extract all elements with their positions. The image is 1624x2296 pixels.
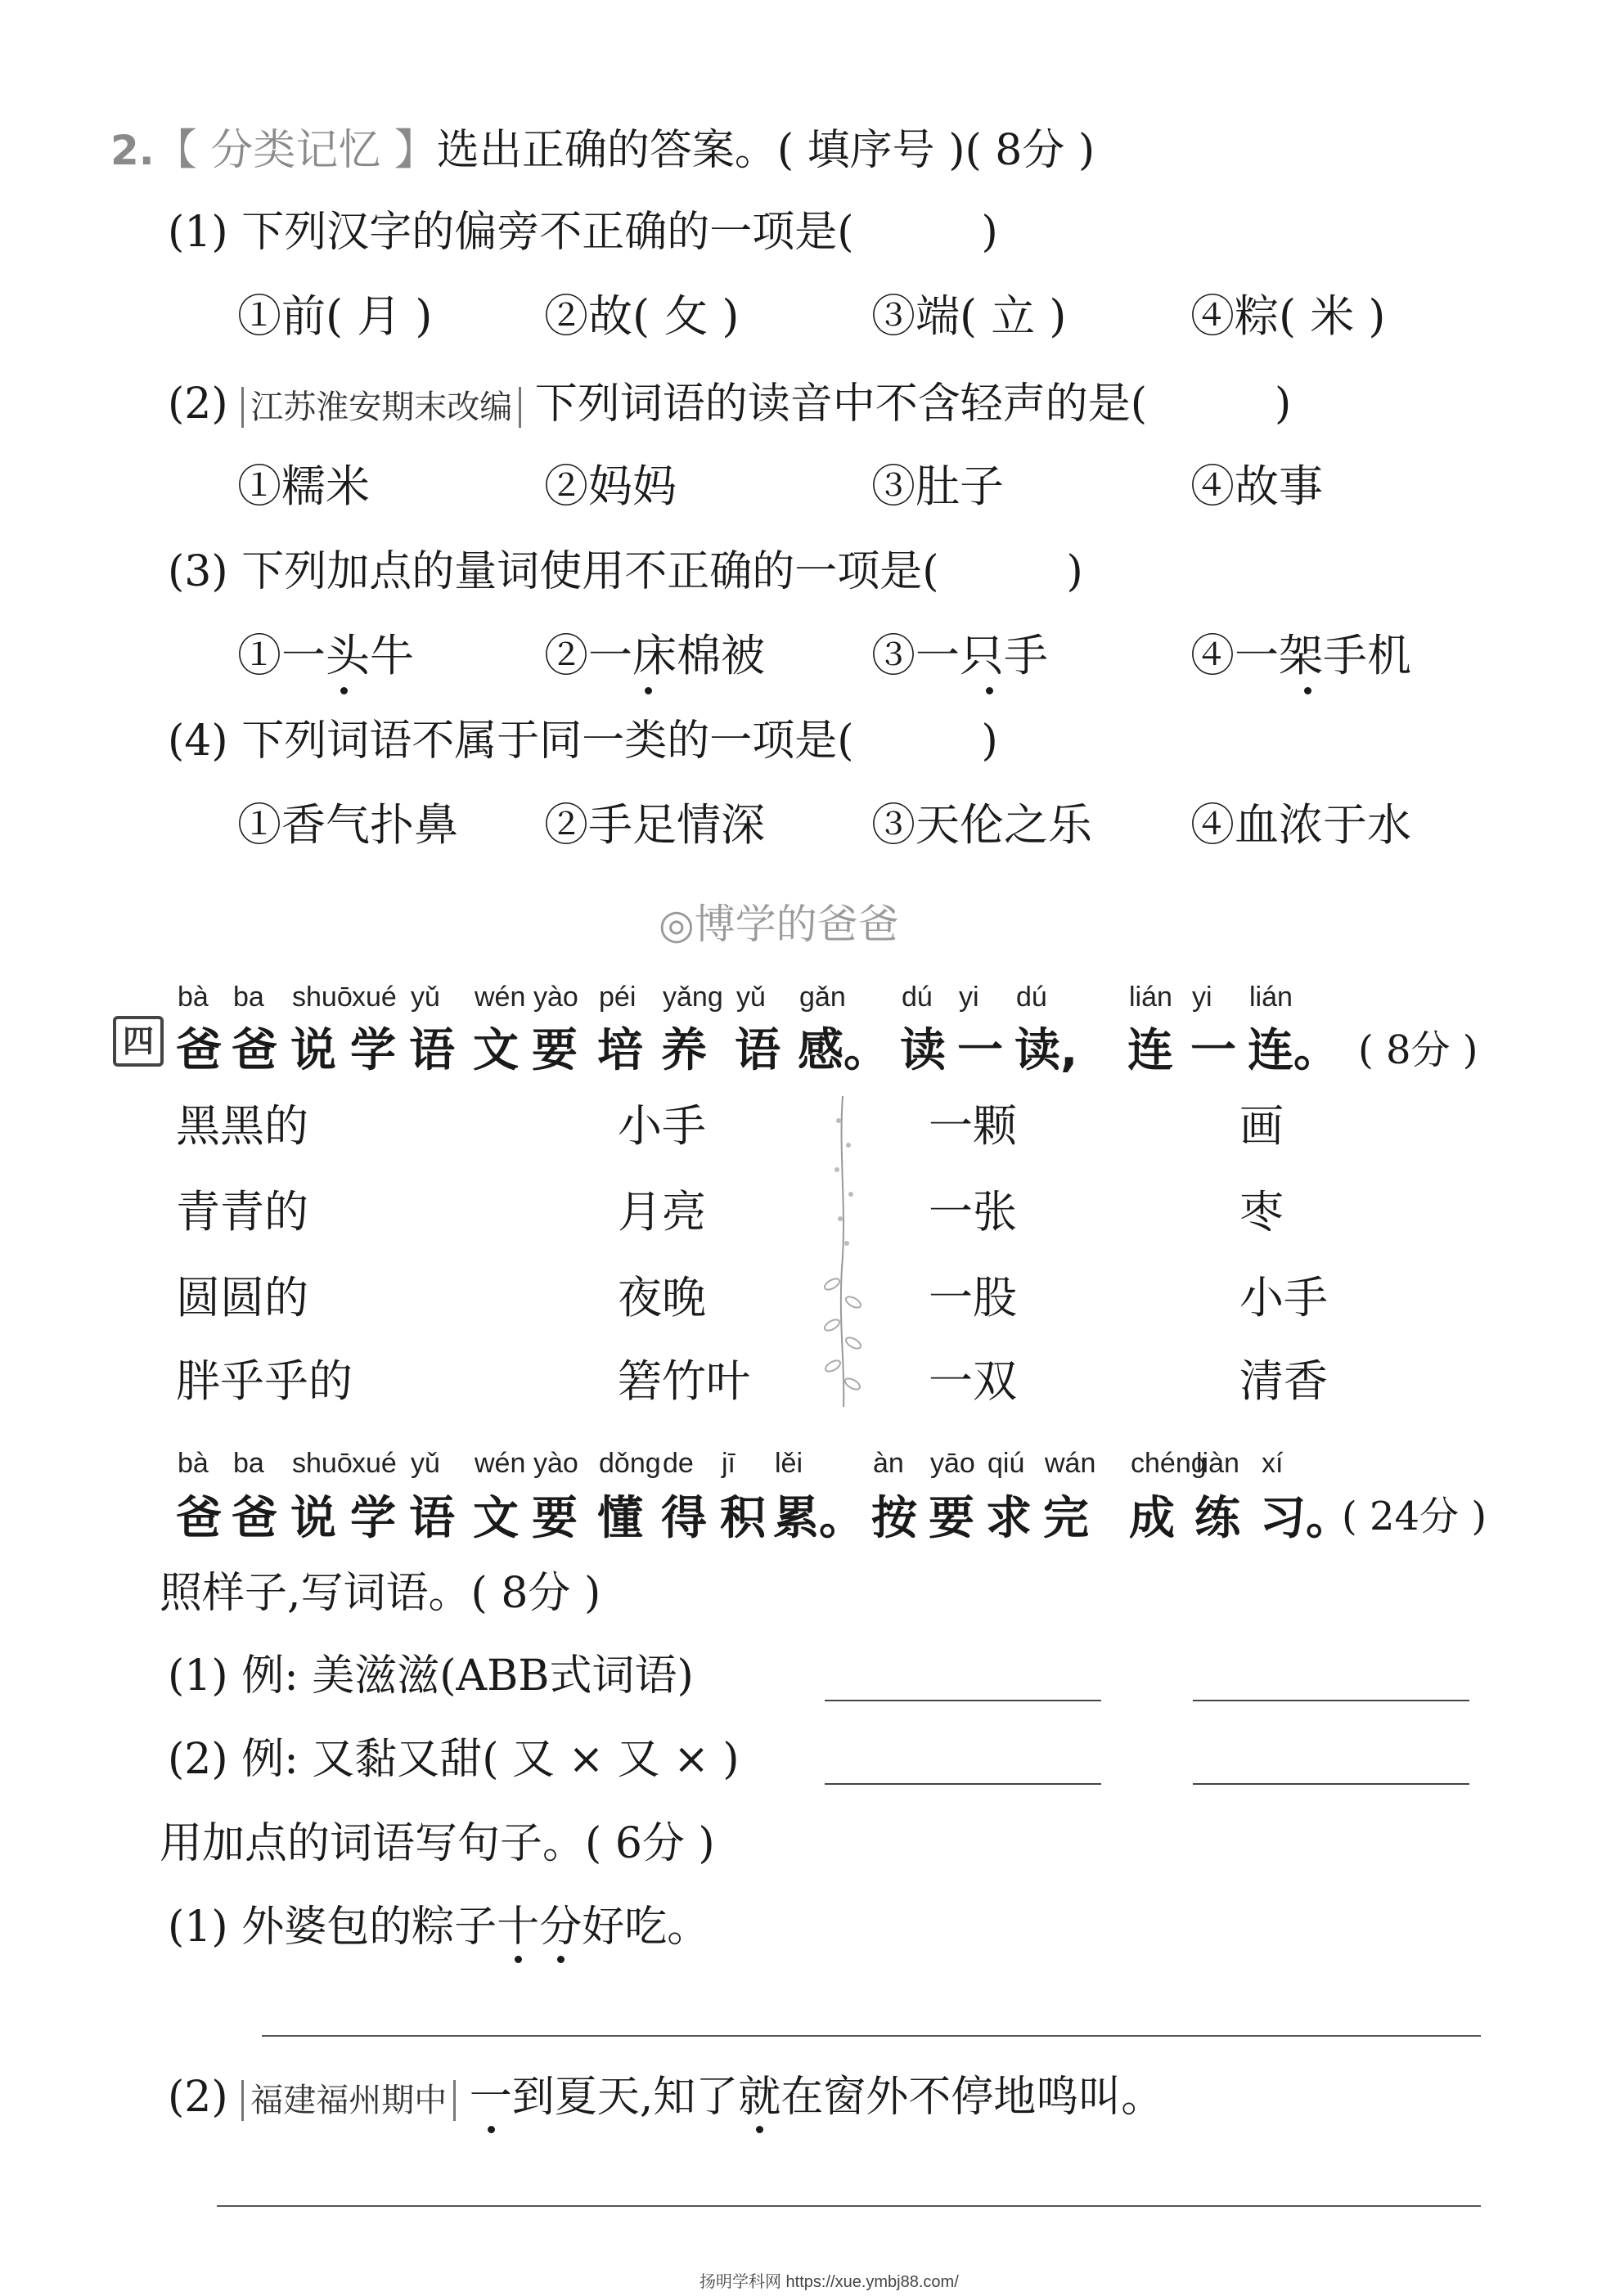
title-char: 按 xyxy=(871,1492,917,1545)
match-col2-item4: 箬竹叶 xyxy=(618,1355,750,1407)
pinyin-syllable: wán xyxy=(1045,1448,1096,1479)
q2-item1-option1: ①前( 月 ) xyxy=(237,290,433,342)
answer-line[interactable] xyxy=(1193,1783,1469,1785)
sec4-pinyin-row xyxy=(0,982,1624,1014)
section-4-badge: 四 xyxy=(113,1016,164,1067)
q2-item4-stem: (4) 下列词语不属于同一类的一项是( ) xyxy=(168,717,998,766)
q2-item1-stem: (1) 下列汉字的偏旁不正确的一项是( ) xyxy=(168,208,998,257)
sec4-score: ( 8分 ) xyxy=(1358,1027,1478,1073)
q2-item3-option4: ④一架手机 xyxy=(1190,630,1411,681)
pinyin-syllable: ba xyxy=(233,1448,264,1479)
pinyin-syllable: yāo xyxy=(930,1448,975,1479)
title-char: 一 xyxy=(1190,1024,1236,1077)
q2-item4-option2: ②手足情深 xyxy=(544,799,765,851)
pinyin-syllable: dú xyxy=(902,982,933,1013)
pinyin-syllable: bà xyxy=(178,982,209,1013)
pinyin-syllable: xí xyxy=(1262,1448,1284,1479)
match-col3-item4: 一双 xyxy=(929,1355,1017,1407)
pinyin-syllable: ba xyxy=(233,982,264,1013)
q2-item1-option2: ②故( 攵 ) xyxy=(544,290,740,342)
sec5-example2: (2) 例: 又黏又甜( 又 × 又 × ) xyxy=(168,1735,740,1784)
q2-header xyxy=(110,126,1095,175)
q2-item2-option1: ①糯米 xyxy=(237,461,370,512)
match-col3-item2: 一张 xyxy=(929,1186,1017,1238)
dotted-char: 就 xyxy=(738,2073,781,2122)
dotted-char: 十 xyxy=(497,1903,540,1952)
sentence-text: (1) 外婆包的粽子 xyxy=(168,1903,497,1952)
footer-watermark: 扬明学科网 https://xue.ymbj88.com/ xyxy=(700,2273,959,2291)
sentence2-prefix: (2) xyxy=(168,2073,228,2122)
q2-item3-stem: (3) 下列加点的量词使用不正确的一项是( ) xyxy=(168,547,1083,596)
title-char: 读 xyxy=(900,1024,946,1077)
title-char: 培 xyxy=(597,1024,643,1077)
sentence-text: 到夏天,知了 xyxy=(511,2073,739,2122)
match-col2-item1: 小手 xyxy=(618,1100,706,1152)
pinyin-syllable: dǒng xyxy=(599,1448,661,1479)
pinyin-syllable: yǔ xyxy=(411,982,440,1013)
title-char: 学 xyxy=(350,1492,396,1545)
title-char: 说 xyxy=(290,1024,336,1077)
emphasis-dot xyxy=(645,687,652,694)
pinyin-syllable: xué xyxy=(352,1448,397,1479)
q2-item1-option4: ④粽( 米 ) xyxy=(1190,290,1386,342)
match-col1-item2: 青青的 xyxy=(176,1186,308,1238)
title-char: 连。 xyxy=(1248,1024,1339,1077)
title-char: 积 xyxy=(720,1492,766,1545)
title-char: 说 xyxy=(290,1492,336,1545)
match-col2-item2: 月亮 xyxy=(618,1186,706,1238)
pinyin-syllable: yi xyxy=(1192,982,1212,1013)
answer-line[interactable] xyxy=(1193,1700,1469,1701)
pinyin-syllable: xué xyxy=(352,982,397,1013)
match-col1-item4: 胖乎乎的 xyxy=(176,1355,353,1407)
pinyin-syllable: yǎng xyxy=(663,982,723,1013)
pinyin-syllable: àn xyxy=(873,1448,904,1479)
q2-item3-option1: ①一头牛 xyxy=(237,630,414,681)
sentence-text: 在窗外不停地鸣叫。 xyxy=(781,2073,1164,2122)
pinyin-syllable: lián xyxy=(1129,982,1172,1013)
pinyin-syllable: yào xyxy=(533,1448,578,1479)
dotted-char: 一 xyxy=(469,2073,512,2122)
title-char: 成 xyxy=(1129,1492,1175,1545)
q2-category: 【 分类记忆 】 xyxy=(154,126,437,175)
pinyin-syllable: qiú xyxy=(987,1448,1025,1479)
match-col3-item1: 一颗 xyxy=(929,1100,1017,1152)
q2-item2-stem-row xyxy=(168,380,1292,429)
match-col2-item3: 夜晚 xyxy=(618,1272,706,1323)
q2-item4-option3: ③天伦之乐 xyxy=(871,799,1092,851)
match-col1-item1: 黑黑的 xyxy=(176,1100,308,1152)
pinyin-syllable: yào xyxy=(533,982,578,1013)
title-char: 语 xyxy=(409,1492,455,1545)
pinyin-syllable: shuō xyxy=(292,1448,353,1479)
match-col3-item3: 一股 xyxy=(929,1272,1017,1323)
dotted-char: 分 xyxy=(539,1903,583,1952)
title-char: 文 xyxy=(473,1492,519,1545)
title-char: 得 xyxy=(661,1492,707,1545)
pinyin-syllable: shuō xyxy=(292,982,353,1013)
pinyin-syllable: liàn xyxy=(1196,1448,1239,1479)
source-tag: 江苏淮安期末改编 xyxy=(241,387,521,428)
title-char: 累。 xyxy=(773,1492,865,1545)
pinyin-syllable: bà xyxy=(178,1448,209,1479)
sec5-part2-title: 用加点的词语写句子。( 6分 ) xyxy=(160,1819,715,1868)
source-tag: 福建福州期中 xyxy=(241,2080,456,2121)
title-char: 爸 xyxy=(176,1492,222,1545)
pinyin-syllable: yi xyxy=(959,982,979,1013)
q2-item3-option3: ③一只手 xyxy=(871,630,1048,681)
title-char: 学 xyxy=(350,1024,396,1077)
title-char: 要 xyxy=(532,1492,578,1545)
match-col4-item3: 小手 xyxy=(1239,1272,1328,1323)
pinyin-syllable: wén xyxy=(475,1448,526,1479)
q2-item2-option4: ④故事 xyxy=(1190,461,1323,512)
pinyin-syllable: jī xyxy=(722,1448,736,1479)
match-col4-item4: 清香 xyxy=(1239,1355,1328,1407)
title-char: 完 xyxy=(1043,1492,1089,1545)
sec5-score: ( 24分 ) xyxy=(1342,1494,1487,1539)
title-char: 要 xyxy=(532,1024,578,1077)
sec5-example1: (1) 例: 美滋滋(ABB式词语) xyxy=(168,1651,694,1701)
q2-item2-stem: 下列词语的读音中不含轻声的是( ) xyxy=(534,380,1292,429)
pinyin-syllable: lián xyxy=(1249,982,1293,1013)
title-char: 文 xyxy=(473,1024,519,1077)
sec5-part1-title: 照样子,写词语。( 8分 ) xyxy=(160,1569,601,1618)
title-char: 要 xyxy=(929,1492,974,1545)
emphasis-dot xyxy=(1304,687,1311,694)
q2-item4-option1: ①香气扑鼻 xyxy=(237,799,458,851)
pinyin-syllable: yǔ xyxy=(411,1448,440,1479)
q2-item2-option3: ③肚子 xyxy=(871,461,1004,512)
title-char: 习。 xyxy=(1260,1492,1352,1545)
pinyin-syllable: péi xyxy=(599,982,637,1013)
q2-item4-option4: ④血浓于水 xyxy=(1190,799,1411,851)
q2-number: 2. xyxy=(110,127,155,174)
q2-title: 选出正确的答案。( 填序号 )( 8分 ) xyxy=(436,126,1095,175)
pinyin-syllable: gǎn xyxy=(799,982,846,1013)
pinyin-syllable: de xyxy=(663,1448,694,1479)
title-char: 语 xyxy=(409,1024,455,1077)
title-char: 爸 xyxy=(176,1024,222,1077)
title-char: 养 xyxy=(661,1024,707,1077)
match-col4-item1: 画 xyxy=(1239,1100,1284,1152)
title-char: 感。 xyxy=(798,1024,889,1077)
sec5-pinyin-row xyxy=(0,1448,1624,1480)
match-col1-item3: 圆圆的 xyxy=(176,1272,308,1323)
match-col4-item2: 枣 xyxy=(1239,1186,1284,1238)
title-char: 求 xyxy=(986,1492,1032,1545)
q2-item2-prefix: (2) xyxy=(168,380,228,429)
title-char: 语 xyxy=(735,1024,781,1077)
title-char: 一 xyxy=(957,1024,1003,1077)
pinyin-syllable: lěi xyxy=(775,1448,803,1479)
pinyin-syllable: yǔ xyxy=(736,982,766,1013)
title-char: 连 xyxy=(1127,1024,1173,1077)
section-divider-title: ◎博学的爸爸 xyxy=(659,901,899,948)
pinyin-syllable: chéng xyxy=(1131,1448,1207,1479)
answer-line[interactable] xyxy=(825,1783,1101,1785)
answer-line[interactable] xyxy=(825,1700,1101,1701)
q2-item3-option2: ②一床棉被 xyxy=(544,630,765,681)
title-char: 练 xyxy=(1194,1492,1240,1545)
title-char: 懂 xyxy=(597,1492,643,1545)
emphasis-dot xyxy=(340,687,348,694)
pinyin-syllable: wén xyxy=(475,982,526,1013)
q2-item1-option3: ③端( 立 ) xyxy=(871,290,1067,342)
emphasis-dot xyxy=(986,687,993,694)
answer-line[interactable] xyxy=(217,2205,1481,2207)
sec5-sentence1 xyxy=(168,1903,710,1952)
sentence-text: 好吃。 xyxy=(582,1903,710,1952)
q2-item2-option2: ②妈妈 xyxy=(544,461,677,512)
title-char: 爸 xyxy=(232,1024,277,1077)
sec5-sentence2 xyxy=(168,2073,1164,2122)
title-char: 爸 xyxy=(232,1492,277,1545)
pinyin-syllable: dú xyxy=(1016,982,1047,1013)
title-char: 读, xyxy=(1014,1024,1078,1077)
answer-line[interactable] xyxy=(262,2035,1481,2037)
vine-decoration-icon xyxy=(806,1088,879,1415)
